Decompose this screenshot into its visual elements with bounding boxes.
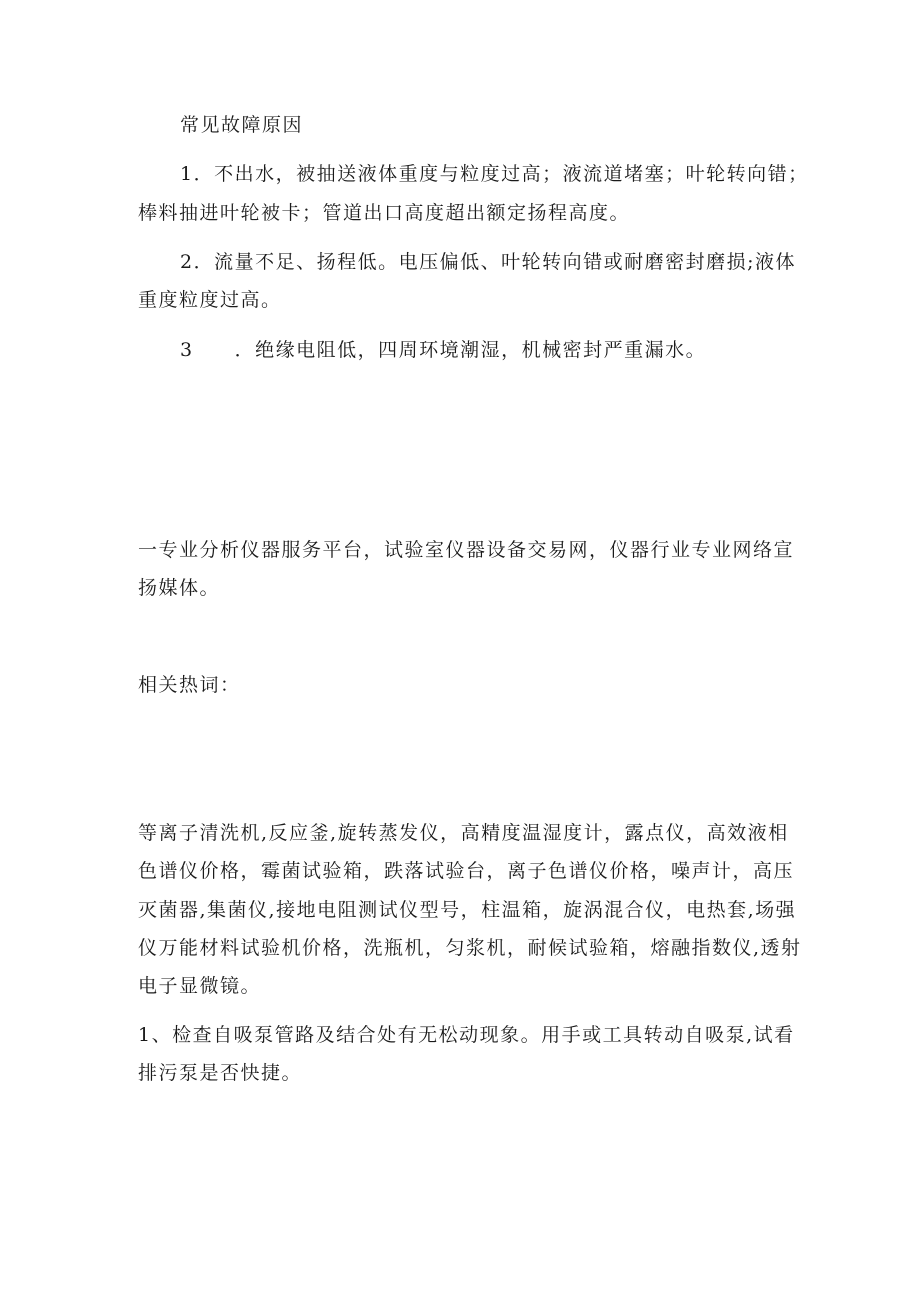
check-line-1: 1、检查自吸泵管路及结合处有无松动现象。用手或工具转动自吸泵,试看 — [138, 1024, 795, 1046]
hot-words-line-4: 仪万能材料试验机价格，洗瓶机，匀浆机，耐候试验箱，熔融指数仪,透射 — [138, 937, 802, 959]
platform-line-1: 一专业分析仪器服务平台，试验室仪器设备交易网，仪器行业专业网络宣 — [138, 539, 795, 561]
fault-2-line-2: 重度粒度过高。 — [138, 289, 282, 311]
check-line-2: 排污泵是否快捷。 — [138, 1062, 303, 1084]
platform-line-2: 扬媒体。 — [138, 577, 221, 599]
fault-3-line-1: 3 ．绝缘电阻低，四周环境潮湿，机械密封严重漏水。 — [180, 339, 707, 361]
hot-words-line-2: 色谱仪价格，霉菌试验箱，跌落试验台，离子色谱仪价格，噪声计，高压 — [138, 860, 795, 882]
hot-words-label: 相关热词： — [138, 674, 241, 696]
section-heading: 常见故障原因 — [180, 114, 304, 136]
hot-words-line-5: 电子显微镜。 — [138, 975, 262, 997]
fault-1-line-2: 棒料抽进叶轮被卡；管道出口高度超出额定扬程高度。 — [138, 202, 631, 224]
fault-2-line-1: 2．流量不足、扬程低。电压偏低、叶轮转向错或耐磨密封磨损;液体 — [180, 251, 796, 273]
hot-words-line-3: 灭菌器,集菌仪,接地电阻测试仪型号，柱温箱，旋涡混合仪，电热套,场强 — [138, 899, 797, 921]
fault-1-line-1: 1．不出水，被抽送液体重度与粒度过高；液流道堵塞；叶轮转向错； — [180, 163, 809, 185]
hot-words-line-1: 等离子清洗机,反应釜,旋转蒸发仪，高精度温湿度计，露点仪，高效液相 — [138, 822, 789, 844]
